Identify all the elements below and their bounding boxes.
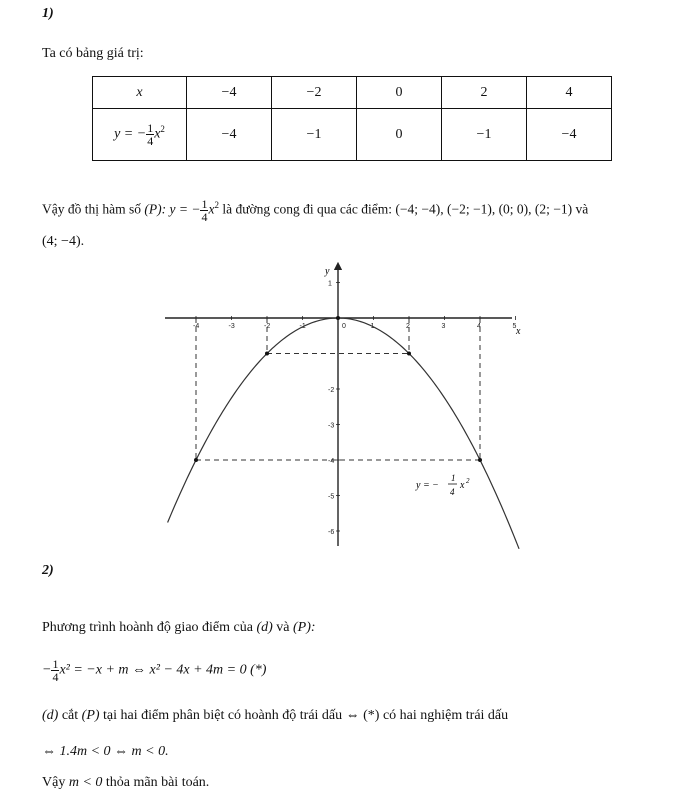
- x-tick-label: 2: [406, 323, 410, 330]
- fraction-numerator: 1: [52, 657, 59, 671]
- condition-p: (P): [81, 708, 100, 723]
- curve-label-numerator: 1: [451, 473, 456, 483]
- x-tick-label: 3: [441, 323, 446, 330]
- axes: [165, 266, 512, 546]
- part1-label: 1): [42, 6, 54, 21]
- x-value-cell: 4: [527, 77, 612, 109]
- y-eq-fraction: [146, 122, 154, 147]
- y-row: [93, 109, 612, 161]
- data-point: [194, 458, 198, 462]
- y-tick-label: -4: [328, 458, 335, 465]
- part2-intro-text: Phương trình hoành độ giao điểm của: [42, 620, 253, 635]
- final-text-b: thỏa mãn bài toán.: [105, 775, 210, 790]
- curve-label-var: x: [460, 480, 465, 491]
- y-tick-label: -6: [328, 529, 335, 536]
- value-table: [92, 76, 612, 161]
- x-tick-label: 5: [512, 323, 517, 330]
- y-tick-label: -2: [328, 387, 335, 394]
- x-value-cell: −2: [272, 77, 357, 109]
- y-tick-label: -3: [328, 422, 335, 430]
- part2-final: [42, 775, 209, 791]
- curve-label-lhs: y = −: [416, 480, 439, 491]
- equation-minus: −: [42, 662, 52, 678]
- condition-text: tại hai điểm phân biệt có hoành độ trái dấu ⇔ (*) có hai nghiệm trái dấu: [103, 708, 509, 723]
- part2-intro: [42, 620, 316, 636]
- x-tick-label: 0: [342, 323, 346, 330]
- y-eq-lhs: y = −: [114, 126, 147, 142]
- data-point: [407, 352, 411, 356]
- y-axis-label: y: [325, 266, 330, 277]
- fraction-denominator: 4: [147, 134, 154, 148]
- curve-label: [415, 473, 470, 497]
- x-row: [93, 77, 612, 109]
- x-tick-label: 1: [370, 323, 375, 330]
- y-eq-exponent: 2: [160, 124, 165, 135]
- part2-intro-p: (P):: [293, 620, 316, 635]
- condition-d: (d): [42, 708, 59, 723]
- fraction-numerator: 1: [201, 197, 208, 211]
- final-m: m < 0: [68, 775, 103, 790]
- conclusion-eq-lhs: : y = −: [161, 201, 201, 217]
- condition-cat: cắt: [61, 708, 79, 723]
- x-tick-label: -4: [193, 323, 200, 330]
- y-tick-label: 1: [328, 280, 332, 288]
- x-value-cell: 0: [357, 77, 442, 109]
- data-point: [265, 352, 269, 356]
- equation-rest: x² = −x + m ⇔ x² − 4x + 4m = 0 (*): [59, 662, 267, 678]
- final-text-a: Vậy: [42, 775, 66, 790]
- conclusion-text-b: là đường cong đi qua các điểm:: [222, 201, 392, 217]
- curve-label-exponent: 2: [466, 477, 470, 485]
- y-row-header: [93, 109, 187, 161]
- y-value-cell: −1: [442, 109, 527, 161]
- x-axis-label: x: [516, 326, 521, 337]
- part2-equation: [42, 658, 266, 683]
- x-tick-label: -1: [299, 323, 306, 330]
- y-value-cell: −1: [272, 109, 357, 161]
- conclusion-line-1: [42, 198, 588, 223]
- x-row-header: x: [93, 77, 187, 109]
- part2-intro-and: và: [276, 620, 290, 635]
- y-value-cell: −4: [187, 109, 272, 161]
- conclusion-text-a: Vậy đồ thị hàm số: [42, 201, 141, 217]
- conclusion-eq-var: x: [208, 201, 215, 217]
- conclusion-p: (P): [144, 201, 162, 217]
- axis-ticks: [193, 281, 517, 537]
- x-tick-label: -3: [228, 323, 235, 330]
- y-eq-var: x: [154, 126, 161, 142]
- x-tick-label: -2: [264, 323, 271, 330]
- part2-label: 2): [42, 563, 54, 578]
- x-value-cell: 2: [442, 77, 527, 109]
- part2-intro-d: (d): [256, 620, 273, 635]
- fraction-denominator: 4: [52, 670, 59, 684]
- part2-condition: [42, 708, 508, 724]
- fraction-numerator: 1: [147, 121, 154, 135]
- conclusion-and: và: [575, 201, 589, 217]
- x-tick-label: 4: [477, 323, 481, 330]
- data-point: [336, 316, 340, 320]
- conclusion-line-2: (4; −4).: [42, 234, 85, 249]
- parabola-graph: [160, 258, 520, 550]
- y-value-cell: −4: [527, 109, 612, 161]
- curve-label-denominator: 4: [450, 487, 455, 497]
- y-tick-label: -5: [328, 493, 335, 501]
- parabola-curve: [168, 318, 519, 549]
- data-point: [478, 458, 482, 462]
- table-intro: Ta có bảng giá trị:: [42, 46, 144, 61]
- part2-step: ⇔ 1.4m < 0 ⇔ m < 0.: [42, 744, 169, 759]
- fraction-denominator: 4: [201, 210, 208, 224]
- conclusion-eq-exponent: 2: [214, 200, 219, 211]
- x-value-cell: −4: [187, 77, 272, 109]
- y-value-cell: 0: [357, 109, 442, 161]
- axis-labels: [324, 266, 521, 337]
- conclusion-points: (−4; −4), (−2; −1), (0; 0), (2; −1): [395, 201, 573, 217]
